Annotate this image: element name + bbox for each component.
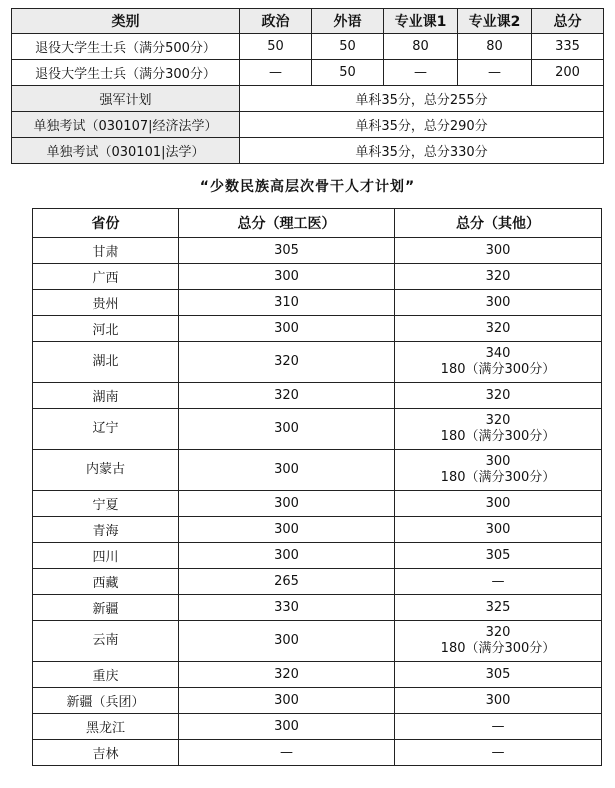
province-cell: 青海 <box>33 517 179 543</box>
score-cell: 200 <box>532 60 604 86</box>
table-row <box>33 740 602 766</box>
other-score-cell <box>395 383 602 409</box>
other-score-line: 305 <box>485 667 511 682</box>
merged-score-cell: 单科35分，总分330分 <box>240 138 604 164</box>
table-row <box>33 264 602 290</box>
table-row <box>33 238 602 264</box>
header-total-science: 总分（理工医） <box>179 209 395 238</box>
table-row <box>33 662 602 688</box>
table-row <box>12 138 604 164</box>
other-score-line: 320 <box>485 269 511 284</box>
other-score-line: 300 <box>485 496 511 511</box>
other-score-line: 305 <box>485 548 511 563</box>
other-score-line: 180（满分300分） <box>440 362 556 377</box>
header-category: 类别 <box>12 9 240 34</box>
other-score-cell <box>395 714 602 740</box>
other-score-cell <box>395 238 602 264</box>
science-score-cell: 300 <box>179 688 395 714</box>
score-cell: — <box>240 60 312 86</box>
score-cell: 80 <box>384 34 458 60</box>
province-cell: 黑龙江 <box>33 714 179 740</box>
table-row <box>33 621 602 662</box>
category-cell: 退役大学生士兵（满分300分） <box>12 60 240 86</box>
category-cell: 单独考试（030107|经济法学） <box>12 112 240 138</box>
science-score-cell: 300 <box>179 409 395 450</box>
table-row <box>12 86 604 112</box>
table-row <box>33 290 602 316</box>
other-score-line: 300 <box>485 693 511 708</box>
header-total: 总分 <box>532 9 604 34</box>
header-province: 省份 <box>33 209 179 238</box>
province-cell: 宁夏 <box>33 491 179 517</box>
province-cell: 湖北 <box>33 342 179 383</box>
province-cell: 西藏 <box>33 569 179 595</box>
table-row <box>12 34 604 60</box>
science-score-cell: 305 <box>179 238 395 264</box>
other-score-line: 300 <box>485 454 511 469</box>
other-score-cell <box>395 316 602 342</box>
score-cell: 50 <box>240 34 312 60</box>
other-score-line: 300 <box>485 243 511 258</box>
score-cell: 335 <box>532 34 604 60</box>
score-cell: 80 <box>458 34 532 60</box>
science-score-cell: 310 <box>179 290 395 316</box>
science-score-cell: 300 <box>179 316 395 342</box>
other-score-cell <box>395 491 602 517</box>
minority-plan-title: “少数民族高层次骨干人才计划” <box>199 179 416 195</box>
other-score-line: 180（满分300分） <box>440 641 556 656</box>
table-row <box>33 569 602 595</box>
table-row <box>33 450 602 491</box>
other-score-line: 180（满分300分） <box>440 429 556 444</box>
table-header-row <box>33 209 602 238</box>
science-score-cell: 300 <box>179 714 395 740</box>
other-score-cell <box>395 517 602 543</box>
other-score-cell <box>395 290 602 316</box>
category-cell: 单独考试（030101|法学） <box>12 138 240 164</box>
other-score-cell <box>395 409 602 450</box>
other-score-line: — <box>491 719 505 734</box>
other-score-cell <box>395 342 602 383</box>
other-score-line: 325 <box>485 600 511 615</box>
score-table-minority-plan <box>32 208 602 766</box>
other-score-cell <box>395 543 602 569</box>
category-cell: 退役大学生士兵（满分500分） <box>12 34 240 60</box>
other-score-cell <box>395 740 602 766</box>
province-cell: 内蒙古 <box>33 450 179 491</box>
province-cell: 新疆（兵团） <box>33 688 179 714</box>
table-header-row <box>12 9 604 34</box>
other-score-line: — <box>491 745 505 760</box>
province-cell: 重庆 <box>33 662 179 688</box>
header-major-2: 专业课2 <box>458 9 532 34</box>
province-cell: 四川 <box>33 543 179 569</box>
table-row <box>33 595 602 621</box>
science-score-cell: 300 <box>179 543 395 569</box>
header-total-other: 总分（其他） <box>395 209 602 238</box>
table-row <box>33 316 602 342</box>
province-cell: 甘肃 <box>33 238 179 264</box>
science-score-cell: 330 <box>179 595 395 621</box>
score-cell: 50 <box>312 60 384 86</box>
science-score-cell: 320 <box>179 342 395 383</box>
other-score-cell <box>395 662 602 688</box>
table-row <box>33 342 602 383</box>
category-cell: 强军计划 <box>12 86 240 112</box>
other-score-line: 300 <box>485 522 511 537</box>
merged-score-cell: 单科35分，总分255分 <box>240 86 604 112</box>
table-row <box>33 517 602 543</box>
other-score-cell <box>395 688 602 714</box>
other-score-line: 320 <box>485 413 511 428</box>
table-row <box>12 112 604 138</box>
other-score-line: 320 <box>485 625 511 640</box>
science-score-cell: 300 <box>179 450 395 491</box>
science-score-cell: 320 <box>179 383 395 409</box>
table-row <box>33 543 602 569</box>
merged-score-cell: 单科35分，总分290分 <box>240 112 604 138</box>
score-cell: — <box>384 60 458 86</box>
province-cell: 云南 <box>33 621 179 662</box>
other-score-cell <box>395 450 602 491</box>
province-cell: 吉林 <box>33 740 179 766</box>
province-cell: 辽宁 <box>33 409 179 450</box>
science-score-cell: 300 <box>179 264 395 290</box>
score-cell: 50 <box>312 34 384 60</box>
header-politics: 政治 <box>240 9 312 34</box>
other-score-line: 340 <box>485 346 511 361</box>
table-row <box>33 688 602 714</box>
header-major-1: 专业课1 <box>384 9 458 34</box>
table-row <box>12 60 604 86</box>
other-score-line: 180（满分300分） <box>440 470 556 485</box>
other-score-cell <box>395 595 602 621</box>
science-score-cell: 265 <box>179 569 395 595</box>
science-score-cell: 300 <box>179 621 395 662</box>
province-cell: 广西 <box>33 264 179 290</box>
table-row <box>33 383 602 409</box>
other-score-line: 300 <box>485 295 511 310</box>
province-cell: 新疆 <box>33 595 179 621</box>
science-score-cell: 300 <box>179 491 395 517</box>
province-cell: 贵州 <box>33 290 179 316</box>
science-score-cell: 320 <box>179 662 395 688</box>
other-score-line: 320 <box>485 321 511 336</box>
score-table-veterans <box>11 8 604 164</box>
header-foreign-language: 外语 <box>312 9 384 34</box>
other-score-cell <box>395 569 602 595</box>
science-score-cell: — <box>179 740 395 766</box>
province-cell: 湖南 <box>33 383 179 409</box>
table-row <box>33 491 602 517</box>
other-score-cell <box>395 621 602 662</box>
other-score-line: — <box>491 574 505 589</box>
province-cell: 河北 <box>33 316 179 342</box>
table-row <box>33 714 602 740</box>
other-score-line: 320 <box>485 388 511 403</box>
table-row <box>33 409 602 450</box>
science-score-cell: 300 <box>179 517 395 543</box>
score-cell: — <box>458 60 532 86</box>
other-score-cell <box>395 264 602 290</box>
